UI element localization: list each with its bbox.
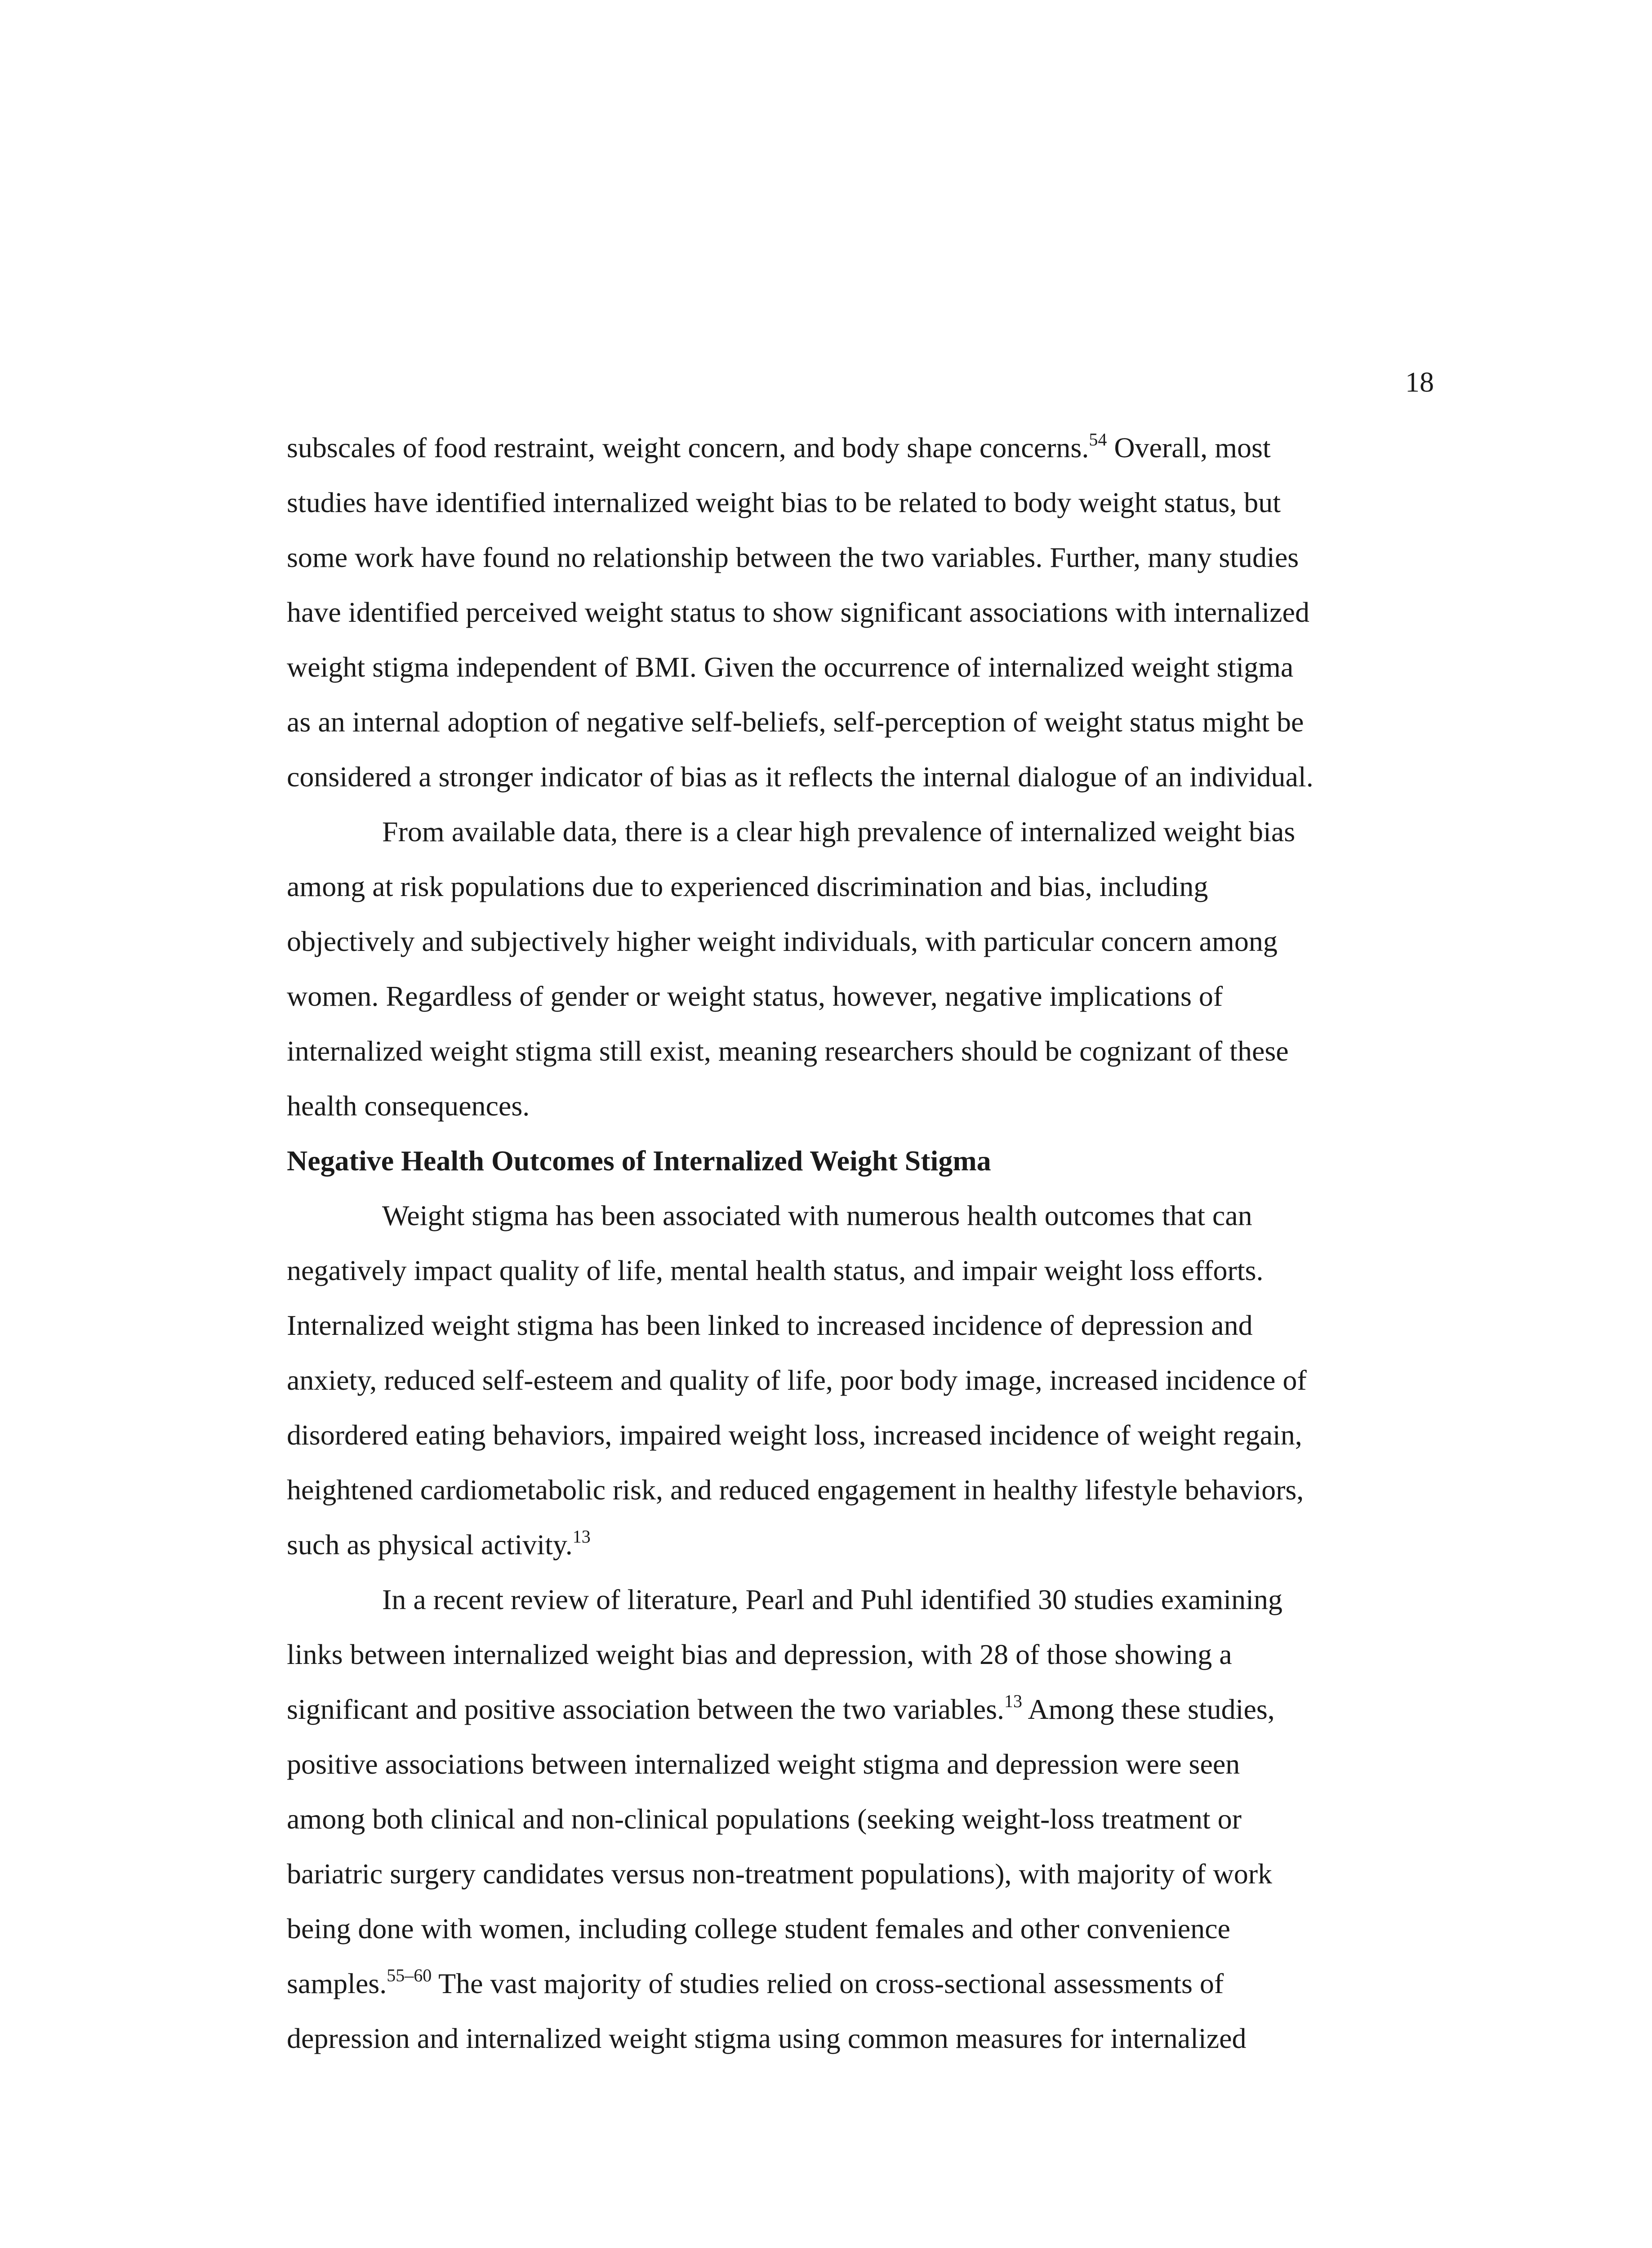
- text-line: bariatric surgery candidates versus non-treatment populations), with majority of work: [287, 1858, 1272, 1890]
- page-number: 18: [1405, 366, 1434, 398]
- citation: 13: [572, 1526, 591, 1547]
- text-line: disordered eating behaviors, impaired weight loss, increased incidence of weight regain,: [287, 1419, 1302, 1451]
- text-line: Weight stigma has been associated with numerous health outcomes that can: [382, 1200, 1252, 1231]
- text-line: internalized weight stigma still exist, meaning researchers should be cognizant of these: [287, 1035, 1289, 1067]
- text-line: such as physical activity.$^{13}$: [287, 1526, 591, 1561]
- text-line: health consequences.: [287, 1090, 530, 1122]
- text-line: among at risk populations due to experienced discrimination and bias, including: [287, 870, 1208, 902]
- citation: 13: [1004, 1690, 1022, 1711]
- text-line: considered a stronger indicator of bias as it reflects the internal dialogue of an individual.: [287, 761, 1314, 793]
- text-line: samples.$^{55-60}$ The vast majority of studies relied on cross-sectional assessments of: [287, 1965, 1224, 1999]
- text-line: depression and internalized weight stigma using common measures for internalized: [287, 2022, 1247, 2054]
- text-line: weight stigma independent of BMI. Given the occurrence of internalized weight stigma: [287, 651, 1294, 683]
- text-line: subscales of food restraint, weight concern, and body shape concerns.$^{54}$ Overall, most: [287, 429, 1271, 464]
- text-line: negatively impact quality of life, mental health status, and impair weight loss efforts.: [287, 1254, 1264, 1286]
- text-line: being done with women, including college student females and other convenience: [287, 1913, 1230, 1945]
- citation: 55–60: [387, 1965, 432, 1985]
- text-line: among both clinical and non-clinical populations (seeking weight-loss treatment or: [287, 1803, 1242, 1835]
- text-line: as an internal adoption of negative self-beliefs, self-perception of weight status might be: [287, 706, 1304, 738]
- text-line: some work have found no relationship between the two variables. Further, many studies: [287, 541, 1299, 573]
- text-line: women. Regardless of gender or weight status, however, negative implications of: [287, 980, 1223, 1012]
- text-line: objectively and subjectively higher weight individuals, with particular concern among: [287, 925, 1278, 957]
- text-line: Internalized weight stigma has been linked to increased incidence of depression and: [287, 1309, 1253, 1341]
- section-heading: Negative Health Outcomes of Internalized Weight Stigma: [287, 1145, 991, 1177]
- text-line: significant and positive association between the two variables.$^{13}$ Among these studies,: [287, 1690, 1275, 1725]
- text-line: links between internalized weight bias and depression, with 28 of those showing a: [287, 1638, 1232, 1670]
- document-body: [287, 420, 1420, 2066]
- citation: 54: [1089, 429, 1107, 450]
- text-line: heightened cardiometabolic risk, and reduced engagement in healthy lifestyle behaviors,: [287, 1474, 1304, 1506]
- text-line: positive associations between internalized weight stigma and depression were seen: [287, 1748, 1240, 1780]
- text-line: have identified perceived weight status to show significant associations with internalized: [287, 596, 1309, 628]
- text-line: studies have identified internalized weight bias to be related to body weight status, but: [287, 486, 1281, 518]
- text-line: From available data, there is a clear high prevalence of internalized weight bias: [382, 816, 1296, 847]
- text-line: In a recent review of literature, Pearl and Puhl identified 30 studies examining: [382, 1583, 1282, 1615]
- text-line: anxiety, reduced self-esteem and quality of life, poor body image, increased incidence of: [287, 1364, 1307, 1396]
